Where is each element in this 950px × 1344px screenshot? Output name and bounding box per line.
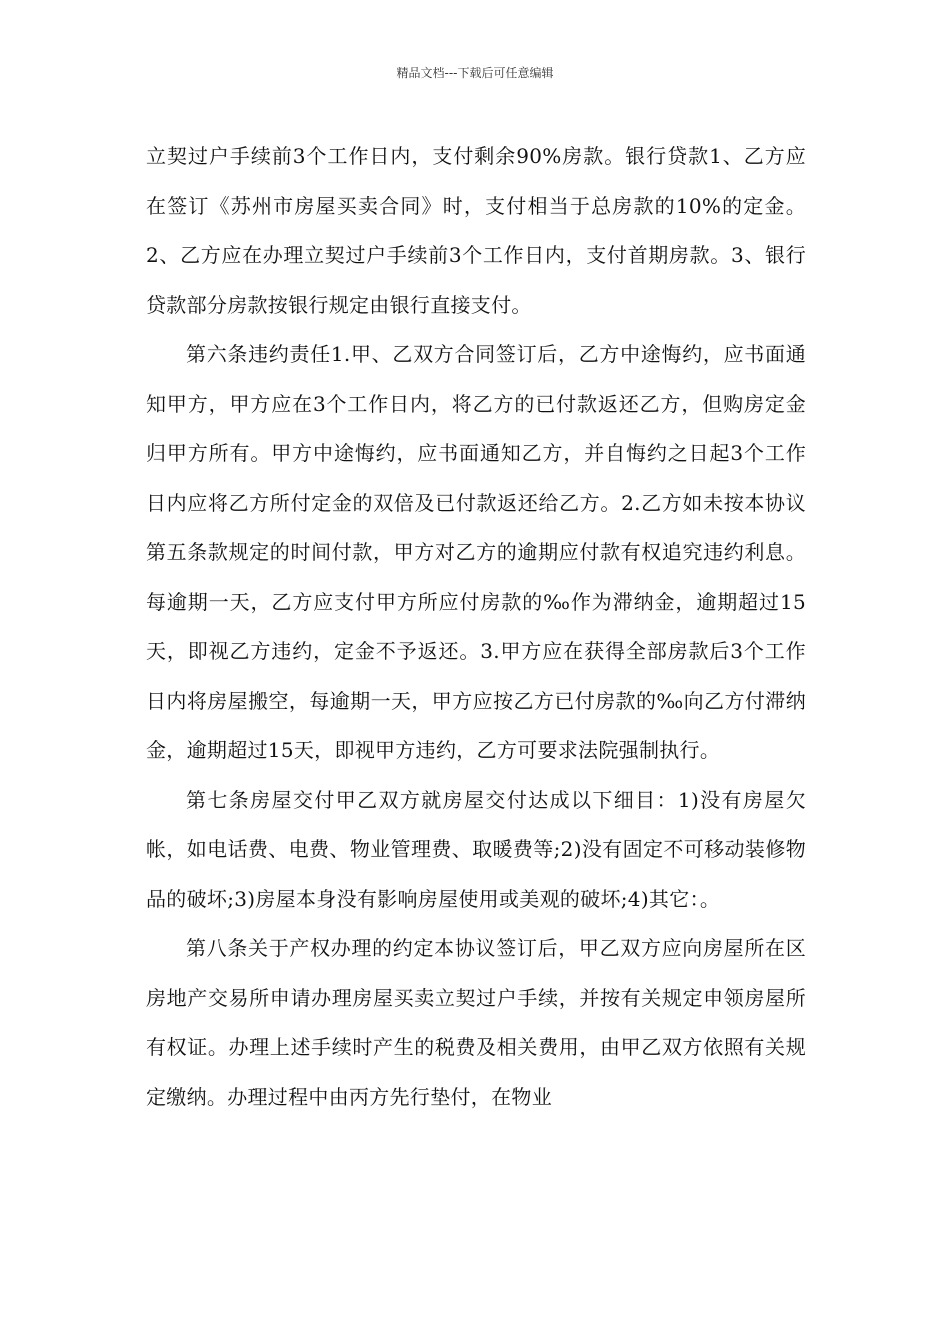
paragraph-article-7-delivery: 第七条房屋交付甲乙双方就房屋交付达成以下细目：1)没有房屋欠帐，如电话费、电费、物业管理费、取暖费等;2)没有固定不可移动装修物品的破坏;3)房屋本身没有影响房屋使用或美观的破坏;4)其它：。 <box>146 787 806 911</box>
paragraph-article-8-title-transfer: 第八条关于产权办理的约定本协议签订后，甲乙双方应向房屋所在区房地产交易所申请办理房屋买卖立契过户手续，并按有关规定申领房屋所有权证。办理上述手续时产生的税费及相关费用，由甲乙双方依照有关规定缴纳。办理过程中由丙方先行垫付，在物业 <box>146 936 806 1109</box>
document-body <box>146 132 806 1122</box>
page-header: 精品文档---下载后可任意编辑 <box>396 66 554 80</box>
paragraph-payment-terms: 立契过户手续前3个工作日内，支付剩余90%房款。银行贷款1、乙方应在签订《苏州市房屋买卖合同》时，支付相当于总房款的10%的定金。2、乙方应在办理立契过户手续前3个工作日内，支付首期房款。3、银行贷款部分房款按银行规定由银行直接支付。 <box>146 144 806 317</box>
paragraph-article-6-breach: 第六条违约责任1.甲、乙双方合同签订后，乙方中途悔约，应书面通知甲方，甲方应在3个工作日内，将乙方的已付款返还乙方，但购房定金归甲方所有。甲方中途悔约，应书面通知乙方，并自悔约之日起3个工作日内应将乙方所付定金的双倍及已付款返还给乙方。2.乙方如未按本协议第五条款规定的时间付款，甲方对乙方的逾期应付款有权追究违约利息。每逾期一天，乙方应支付甲方所应付房款的‰作为滞纳金，逾期超过15天，即视乙方违约，定金不予返还。3.甲方应在获得全部房款后3个工作日内将房屋搬空，每逾期一天，甲方应按乙方已付房款的‰向乙方付滞纳金，逾期超过15天，即视甲方违约，乙方可要求法院强制执行。 <box>146 342 806 762</box>
